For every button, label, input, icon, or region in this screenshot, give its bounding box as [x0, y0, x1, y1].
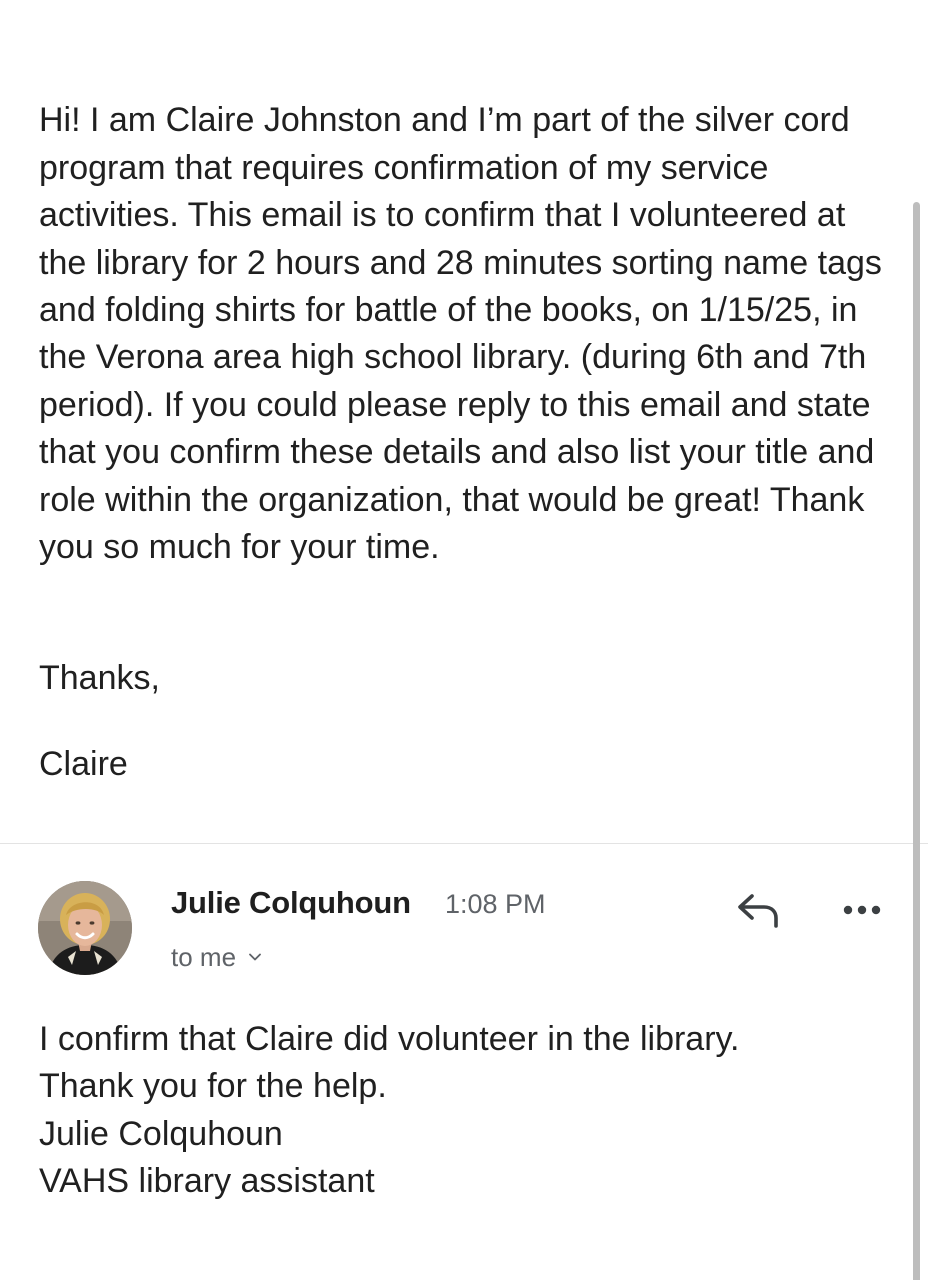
- first-message-text: Hi! I am Claire Johnston and I’m part of the silver cord program that requires confirmation of my service activities. This email is to confirm that I volunteered at the library for 2 hours and 28 minutes sorting name tags and folding shirts for battle of the books, on 1/15/25, in the Verona area high school library. (during 6th and 7th period). If you could please reply to this email and state that you confirm these details and also list your title and role within the organization, that would be great! Thank you so much for your time.: [39, 101, 882, 567]
- first-message-closing: Thanks,: [39, 659, 160, 697]
- scrollbar[interactable]: [913, 202, 920, 1280]
- reply-button[interactable]: [729, 884, 787, 936]
- quoted-message-body: [39, 50, 899, 571]
- more-options-button[interactable]: [834, 892, 890, 928]
- message-timestamp: 1:08 PM: [445, 889, 546, 919]
- first-message-signature: Claire: [39, 745, 128, 783]
- avatar-photo-icon: [38, 881, 132, 975]
- message-divider: [0, 843, 928, 844]
- sender-name[interactable]: Julie Colquhoun: [171, 885, 411, 920]
- recipient-details-toggle[interactable]: [171, 940, 262, 974]
- reply-body-line: Thank you for the help.: [39, 1067, 387, 1106]
- reply-arrow-icon: [734, 890, 782, 930]
- reply-body-line: I confirm that Claire did volunteer in the library.: [39, 1020, 740, 1058]
- more-options-icon: [840, 904, 884, 916]
- reply-body-line: Julie Colquhoun: [39, 1114, 283, 1153]
- reply-message-body: [39, 1016, 899, 1206]
- recipient-label: to me: [171, 942, 237, 972]
- chevron-down-icon: [248, 950, 262, 964]
- sender-avatar[interactable]: [38, 881, 132, 975]
- reply-body-line: VAHS library assistant: [39, 1162, 375, 1201]
